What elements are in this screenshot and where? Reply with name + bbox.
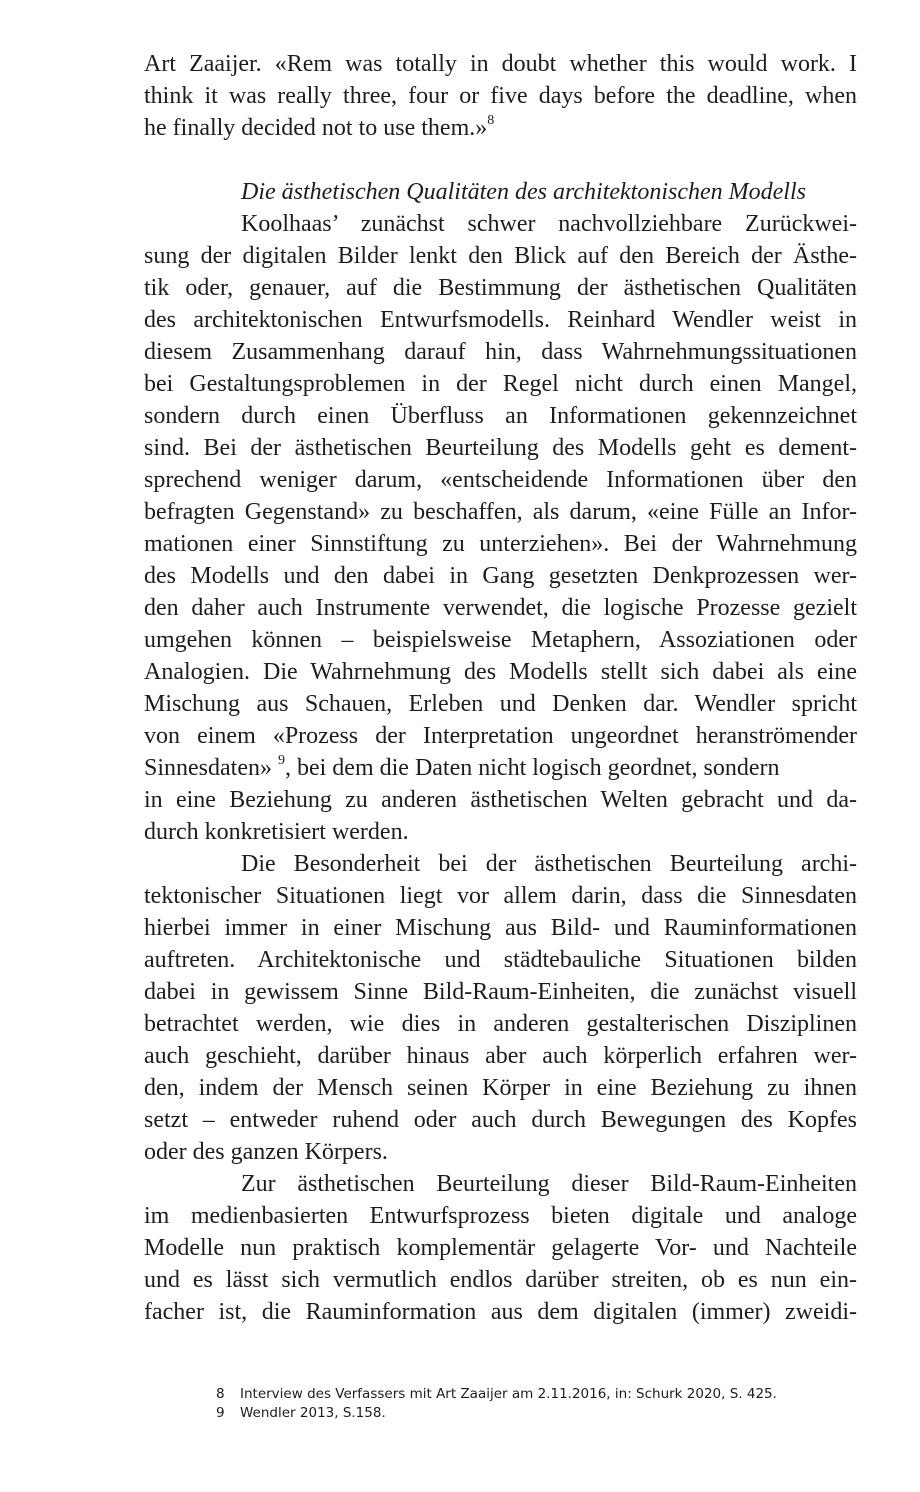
footnote-number: 9 xyxy=(216,1405,225,1421)
footnote-text: Wendler 2013, S.158. xyxy=(240,1405,386,1421)
paragraph-line: sind. Bei der ästhetischen Beurteilung des Modells geht es dement- xyxy=(144,435,857,461)
paragraph-line: sondern durch einen Überfluss an Informationen gekennzeichnet xyxy=(144,403,857,429)
intro-line xyxy=(144,112,857,144)
paragraph-line: mationen einer Sinnstiftung zu unterziehen». Bei der Wahrnehmung xyxy=(144,531,857,557)
intro-line: Art Zaaijer. «Rem was totally in doubt whether this would work. I xyxy=(144,51,857,77)
paragraph-line: tik oder, genauer, auf die Bestimmung der ästhetischen Qualitäten xyxy=(144,275,857,301)
paragraph-line: hierbei immer in einer Mischung aus Bild- und Rauminformationen xyxy=(144,915,857,941)
paragraph-line: Mischung aus Schauen, Erleben und Denken dar. Wendler spricht xyxy=(144,691,857,717)
intro-line-text: he finally decided not to use them.» xyxy=(144,115,488,141)
paragraph-line: dabei in gewissem Sinne Bild-Raum-Einheiten, die zunächst visuell xyxy=(144,979,857,1005)
paragraph-line: auch geschieht, darüber hinaus aber auch körperlich erfahren wer- xyxy=(144,1043,857,1069)
paragraph-line: diesem Zusammenhang darauf hin, dass Wahrnehmungssituationen xyxy=(144,339,857,365)
paragraph-line: sung der digitalen Bilder lenkt den Blick auf den Bereich der Ästhe- xyxy=(144,243,857,269)
intro-line: think it was really three, four or five days before the deadline, when xyxy=(144,83,857,109)
paragraph-line: oder des ganzen Körpers. xyxy=(144,1139,388,1165)
paragraph-text: , bei dem die Daten nicht logisch geordnet, sondern xyxy=(284,755,780,781)
section-heading: Die ästhetischen Qualitäten des architektonischen Modells xyxy=(241,179,806,205)
paragraph-line: und es lässt sich vermutlich endlos darüber streiten, ob es nun ein- xyxy=(144,1267,857,1293)
paragraph-line: durch konkretisiert werden. xyxy=(144,819,409,845)
paragraph-line: tektonischer Situationen liegt vor allem darin, dass die Sinnesdaten xyxy=(144,883,857,909)
paragraph-line: in eine Beziehung zu anderen ästhetischen Welten gebracht und da- xyxy=(144,787,857,813)
paragraph-line: facher ist, die Rauminformation aus dem digitalen (immer) zweidi- xyxy=(144,1299,857,1325)
footnote-8 xyxy=(216,1385,856,1403)
footnote-number: 8 xyxy=(216,1386,225,1402)
paragraph-line: im medienbasierten Entwurfsprozess bieten digitale und analoge xyxy=(144,1203,857,1229)
paragraph-line: Die Besonderheit bei der ästhetischen Beurteilung archi- xyxy=(241,851,857,877)
paragraph-line: auftreten. Architektonische und städtebauliche Situationen bilden xyxy=(144,947,857,973)
paragraph-line: umgehen können – beispielsweise Metaphern, Assoziationen oder xyxy=(144,627,857,653)
paragraph-line: Koolhaas’ zunächst schwer nachvollziehbare Zurückwei- xyxy=(241,211,857,237)
paragraph-text: Sinnesdaten» xyxy=(144,755,272,781)
paragraph-line: sprechend weniger darum, «entscheidende Informationen über den xyxy=(144,467,857,493)
paragraph-line: bei Gestaltungsproblemen in der Regel nicht durch einen Mangel, xyxy=(144,371,857,397)
paragraph-line: Analogien. Die Wahrnehmung des Modells stellt sich dabei als eine xyxy=(144,659,857,685)
paragraph-line: setzt – entweder ruhend oder auch durch Bewegungen des Kopfes xyxy=(144,1107,857,1133)
paragraph-line: Modelle nun praktisch komplementär gelagerte Vor- und Nachteile xyxy=(144,1235,857,1261)
paragraph-line: von einem «Prozess der Interpretation ungeordnet heranströmender xyxy=(144,723,857,749)
footnote-text: Interview des Verfassers mit Art Zaaijer am 2.11.2016, in: Schurk 2020, S. 425. xyxy=(240,1386,777,1402)
footnote-9 xyxy=(216,1404,856,1422)
paragraph-line: befragten Gegenstand» zu beschaffen, als darum, «eine Fülle an Infor- xyxy=(144,499,857,525)
paragraph-line: den daher auch Instrumente verwendet, die logische Prozesse gezielt xyxy=(144,595,857,621)
footnote-ref-8[interactable]: 8 xyxy=(487,113,495,128)
footnote-ref-9[interactable]: 9 xyxy=(277,753,285,768)
paragraph-line: Zur ästhetischen Beurteilung dieser Bild-Raum-Einheiten xyxy=(241,1171,857,1197)
paragraph-line: betrachtet werden, wie dies in anderen gestalterischen Disziplinen xyxy=(144,1011,857,1037)
paragraph-line: den, indem der Mensch seinen Körper in eine Beziehung zu ihnen xyxy=(144,1075,857,1101)
paragraph-line: des architektonischen Entwurfsmodells. Reinhard Wendler weist in xyxy=(144,307,857,333)
paragraph-line xyxy=(144,752,857,784)
paragraph-line: des Modells und den dabei in Gang gesetzten Denkprozessen wer- xyxy=(144,563,857,589)
